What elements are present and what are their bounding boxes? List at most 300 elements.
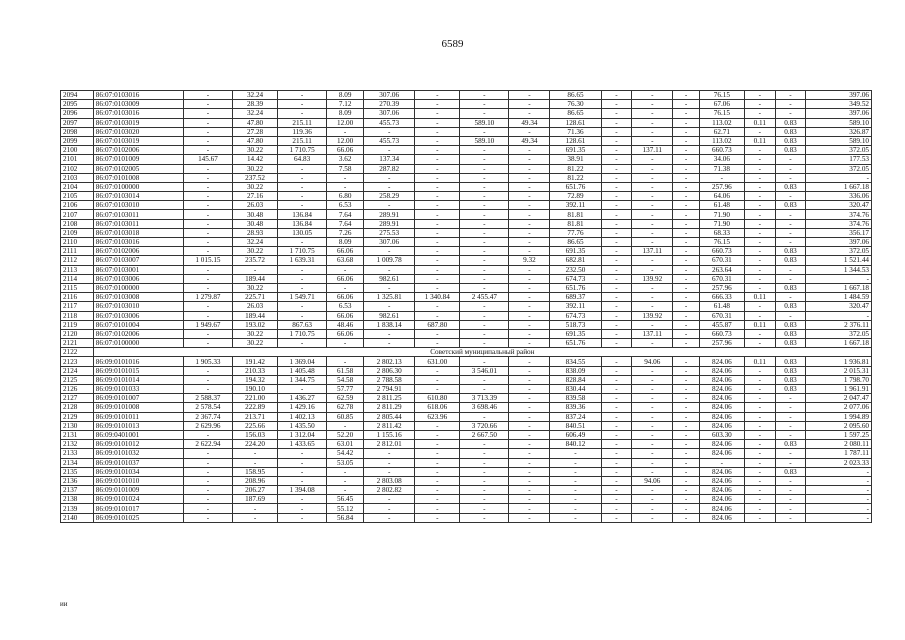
value-cell: - bbox=[278, 385, 327, 394]
value-cell: - bbox=[632, 100, 673, 109]
value-cell: - bbox=[509, 467, 550, 476]
value-cell: - bbox=[183, 283, 232, 292]
row-number-cell: 2107 bbox=[61, 210, 94, 219]
value-cell: - bbox=[744, 504, 775, 513]
value-cell: - bbox=[601, 357, 632, 366]
value-cell: - bbox=[460, 311, 509, 320]
value-cell: 455.73 bbox=[364, 118, 415, 127]
value-cell: 113.02 bbox=[699, 136, 744, 145]
value-cell: 30.22 bbox=[233, 164, 278, 173]
value-cell: - bbox=[632, 219, 673, 228]
value-cell: - bbox=[673, 357, 700, 366]
value-cell: - bbox=[509, 476, 550, 485]
value-cell: 2 578.54 bbox=[183, 403, 232, 412]
value-cell: - bbox=[632, 302, 673, 311]
value-cell: 9.32 bbox=[509, 256, 550, 265]
row-number-cell: 2095 bbox=[61, 100, 94, 109]
value-cell: 660.73 bbox=[699, 329, 744, 338]
table-row bbox=[61, 238, 872, 247]
value-cell: 145.67 bbox=[183, 155, 232, 164]
value-cell: 1 009.78 bbox=[364, 256, 415, 265]
value-cell: - bbox=[327, 421, 364, 430]
value-cell: - bbox=[673, 155, 700, 164]
value-cell: - bbox=[509, 127, 550, 136]
cadastral-code-cell: 86:07:0103010 bbox=[93, 201, 183, 210]
value-cell: - bbox=[183, 127, 232, 136]
value-cell: 1 838.14 bbox=[364, 320, 415, 329]
table-row bbox=[61, 440, 872, 449]
value-cell: - bbox=[364, 449, 415, 458]
value-cell: - bbox=[183, 192, 232, 201]
value-cell: - bbox=[673, 366, 700, 375]
value-cell: - bbox=[775, 449, 806, 458]
value-cell: - bbox=[278, 449, 327, 458]
row-number-cell: 2110 bbox=[61, 238, 94, 247]
value-cell: - bbox=[278, 476, 327, 485]
value-cell: - bbox=[744, 440, 775, 449]
value-cell: - bbox=[460, 146, 509, 155]
table-row bbox=[61, 467, 872, 476]
value-cell: 28.39 bbox=[233, 100, 278, 109]
table-row bbox=[61, 403, 872, 412]
value-cell: 156.03 bbox=[233, 430, 278, 439]
value-cell: - bbox=[415, 385, 460, 394]
value-cell: 52.20 bbox=[327, 430, 364, 439]
value-cell: 2 788.58 bbox=[364, 375, 415, 384]
value-cell: - bbox=[632, 293, 673, 302]
value-cell: - bbox=[632, 127, 673, 136]
value-cell: 0.83 bbox=[775, 366, 806, 375]
table-row bbox=[61, 182, 872, 191]
value-cell: 2 811.25 bbox=[364, 394, 415, 403]
value-cell: 1 436.27 bbox=[278, 394, 327, 403]
value-cell: - bbox=[775, 403, 806, 412]
value-cell: 689.37 bbox=[550, 293, 601, 302]
value-cell: 660.73 bbox=[699, 146, 744, 155]
value-cell: 206.27 bbox=[233, 486, 278, 495]
value-cell: 1 936.81 bbox=[806, 357, 872, 366]
value-cell: - bbox=[632, 385, 673, 394]
value-cell: 8.09 bbox=[327, 91, 364, 100]
value-cell: - bbox=[775, 421, 806, 430]
value-cell: 30.22 bbox=[233, 339, 278, 348]
value-cell: - bbox=[632, 118, 673, 127]
value-cell: - bbox=[460, 467, 509, 476]
value-cell: - bbox=[601, 458, 632, 467]
value-cell: - bbox=[183, 366, 232, 375]
value-cell: - bbox=[601, 136, 632, 145]
value-cell: 221.00 bbox=[233, 394, 278, 403]
value-cell: 61.58 bbox=[327, 366, 364, 375]
value-cell: 34.06 bbox=[699, 155, 744, 164]
value-cell: - bbox=[460, 274, 509, 283]
row-number-cell: 2101 bbox=[61, 155, 94, 164]
value-cell: 3 698.46 bbox=[460, 403, 509, 412]
value-cell: - bbox=[415, 238, 460, 247]
value-cell: - bbox=[550, 513, 601, 522]
table-row bbox=[61, 348, 872, 357]
row-number-cell: 2132 bbox=[61, 440, 94, 449]
value-cell: 0.11 bbox=[744, 357, 775, 366]
value-cell: - bbox=[775, 513, 806, 522]
value-cell: 2 015.31 bbox=[806, 366, 872, 375]
row-number-cell: 2134 bbox=[61, 458, 94, 467]
row-number-cell: 2103 bbox=[61, 173, 94, 182]
value-cell: 94.06 bbox=[632, 357, 673, 366]
value-cell: - bbox=[601, 164, 632, 173]
value-cell: - bbox=[673, 91, 700, 100]
value-cell: - bbox=[278, 109, 327, 118]
cadastral-code-cell: 86:07:0102005 bbox=[93, 164, 183, 173]
value-cell: - bbox=[509, 339, 550, 348]
cadastral-code-cell: 86:07:0102006 bbox=[93, 146, 183, 155]
value-cell: - bbox=[673, 201, 700, 210]
table-row bbox=[61, 127, 872, 136]
value-cell: 177.53 bbox=[806, 155, 872, 164]
value-cell: 7.26 bbox=[327, 228, 364, 237]
value-cell: - bbox=[601, 219, 632, 228]
value-cell: 830.44 bbox=[550, 385, 601, 394]
value-cell: - bbox=[775, 430, 806, 439]
value-cell: 237.52 bbox=[233, 173, 278, 182]
value-cell: - bbox=[509, 375, 550, 384]
value-cell: - bbox=[460, 164, 509, 173]
table-row bbox=[61, 430, 872, 439]
value-cell: - bbox=[460, 247, 509, 256]
value-cell: - bbox=[775, 394, 806, 403]
value-cell: - bbox=[364, 513, 415, 522]
value-cell: - bbox=[744, 467, 775, 476]
table-row bbox=[61, 155, 872, 164]
value-cell: - bbox=[415, 311, 460, 320]
value-cell: 356.17 bbox=[806, 228, 872, 237]
value-cell: - bbox=[744, 430, 775, 439]
value-cell: 1 667.18 bbox=[806, 283, 872, 292]
value-cell: - bbox=[673, 449, 700, 458]
value-cell: 76.30 bbox=[550, 100, 601, 109]
value-cell: 1 435.50 bbox=[278, 421, 327, 430]
tariff-table-wrapper bbox=[60, 90, 872, 523]
value-cell: - bbox=[364, 127, 415, 136]
value-cell: - bbox=[673, 504, 700, 513]
value-cell: 49.34 bbox=[509, 118, 550, 127]
value-cell: 62.78 bbox=[327, 403, 364, 412]
value-cell: - bbox=[601, 467, 632, 476]
value-cell: 3.62 bbox=[327, 155, 364, 164]
value-cell: - bbox=[806, 467, 872, 476]
value-cell: - bbox=[632, 467, 673, 476]
value-cell: - bbox=[278, 339, 327, 348]
value-cell: - bbox=[775, 164, 806, 173]
value-cell: 307.06 bbox=[364, 109, 415, 118]
value-cell: - bbox=[509, 513, 550, 522]
value-cell: 0.83 bbox=[775, 118, 806, 127]
value-cell: 49.34 bbox=[509, 136, 550, 145]
value-cell: - bbox=[415, 219, 460, 228]
value-cell: 47.80 bbox=[233, 118, 278, 127]
value-cell: - bbox=[183, 228, 232, 237]
table-row bbox=[61, 421, 872, 430]
value-cell: - bbox=[601, 449, 632, 458]
value-cell: - bbox=[632, 458, 673, 467]
row-number-cell: 2136 bbox=[61, 476, 94, 485]
value-cell: - bbox=[673, 440, 700, 449]
table-row bbox=[61, 146, 872, 155]
value-cell: - bbox=[550, 504, 601, 513]
value-cell: - bbox=[415, 228, 460, 237]
value-cell: - bbox=[183, 173, 232, 182]
table-row bbox=[61, 486, 872, 495]
row-number-cell: 2139 bbox=[61, 504, 94, 513]
value-cell: 1 344.75 bbox=[278, 375, 327, 384]
value-cell: 257.96 bbox=[699, 339, 744, 348]
value-cell: 137.11 bbox=[632, 329, 673, 338]
value-cell: 1 369.04 bbox=[278, 357, 327, 366]
value-cell: 840.51 bbox=[550, 421, 601, 430]
value-cell: - bbox=[673, 247, 700, 256]
value-cell: 623.96 bbox=[415, 412, 460, 421]
value-cell: 0.11 bbox=[744, 293, 775, 302]
value-cell: 215.11 bbox=[278, 118, 327, 127]
value-cell: 2 376.11 bbox=[806, 320, 872, 329]
value-cell: 824.06 bbox=[699, 449, 744, 458]
value-cell: - bbox=[364, 458, 415, 467]
value-cell: - bbox=[509, 394, 550, 403]
value-cell: 194.32 bbox=[233, 375, 278, 384]
value-cell: - bbox=[550, 458, 601, 467]
value-cell: - bbox=[364, 467, 415, 476]
table-row bbox=[61, 164, 872, 173]
value-cell: 1 394.08 bbox=[278, 486, 327, 495]
value-cell: - bbox=[550, 486, 601, 495]
value-cell: - bbox=[673, 210, 700, 219]
value-cell: - bbox=[699, 458, 744, 467]
cadastral-code-cell: 86:09:0101025 bbox=[93, 513, 183, 522]
table-body bbox=[61, 91, 872, 523]
value-cell: 71.36 bbox=[550, 127, 601, 136]
row-number-cell: 2102 bbox=[61, 164, 94, 173]
value-cell: - bbox=[183, 201, 232, 210]
value-cell: 1 667.18 bbox=[806, 182, 872, 191]
table-row bbox=[61, 283, 872, 292]
value-cell: 824.06 bbox=[699, 440, 744, 449]
value-cell: - bbox=[278, 91, 327, 100]
value-cell: - bbox=[632, 366, 673, 375]
value-cell: 30.22 bbox=[233, 329, 278, 338]
value-cell: - bbox=[775, 293, 806, 302]
value-cell: 326.87 bbox=[806, 127, 872, 136]
value-cell: - bbox=[601, 440, 632, 449]
cadastral-code-cell: 86:09:0101017 bbox=[93, 504, 183, 513]
value-cell: 824.06 bbox=[699, 495, 744, 504]
value-cell: - bbox=[278, 201, 327, 210]
value-cell: - bbox=[415, 146, 460, 155]
value-cell: 1 405.48 bbox=[278, 366, 327, 375]
value-cell: 606.49 bbox=[550, 430, 601, 439]
value-cell: 137.11 bbox=[632, 247, 673, 256]
value-cell: 824.06 bbox=[699, 504, 744, 513]
value-cell: - bbox=[744, 366, 775, 375]
cadastral-code-cell: 86:07:0103006 bbox=[93, 274, 183, 283]
value-cell: 28.93 bbox=[233, 228, 278, 237]
value-cell: - bbox=[673, 182, 700, 191]
value-cell: 1 402.13 bbox=[278, 412, 327, 421]
value-cell: 6.53 bbox=[327, 201, 364, 210]
value-cell: - bbox=[415, 486, 460, 495]
row-number-cell: 2106 bbox=[61, 201, 94, 210]
value-cell: - bbox=[415, 440, 460, 449]
value-cell: - bbox=[601, 476, 632, 485]
value-cell: 2 806.30 bbox=[364, 366, 415, 375]
value-cell: - bbox=[673, 430, 700, 439]
value-cell: 64.83 bbox=[278, 155, 327, 164]
value-cell: 691.35 bbox=[550, 146, 601, 155]
value-cell: - bbox=[673, 238, 700, 247]
value-cell: 372.05 bbox=[806, 164, 872, 173]
table-row bbox=[61, 504, 872, 513]
table-row bbox=[61, 219, 872, 228]
value-cell: - bbox=[509, 283, 550, 292]
cadastral-code-cell: 86:07:0103016 bbox=[93, 91, 183, 100]
value-cell: - bbox=[673, 256, 700, 265]
row-number-cell: 2127 bbox=[61, 394, 94, 403]
value-cell: 136.84 bbox=[278, 210, 327, 219]
page-number: 6589 bbox=[441, 38, 464, 50]
value-cell: - bbox=[632, 228, 673, 237]
cadastral-code-cell: 86:07:0103007 bbox=[93, 256, 183, 265]
value-cell: 320.47 bbox=[806, 201, 872, 210]
value-cell: 225.66 bbox=[233, 421, 278, 430]
value-cell: 824.06 bbox=[699, 357, 744, 366]
value-cell: 660.73 bbox=[699, 247, 744, 256]
value-cell: - bbox=[327, 182, 364, 191]
value-cell: 1 344.53 bbox=[806, 265, 872, 274]
value-cell: - bbox=[327, 283, 364, 292]
value-cell: - bbox=[673, 385, 700, 394]
value-cell: - bbox=[775, 192, 806, 201]
value-cell: - bbox=[775, 100, 806, 109]
cadastral-code-cell: 86:07:0103008 bbox=[93, 293, 183, 302]
value-cell: 674.73 bbox=[550, 311, 601, 320]
table-row bbox=[61, 458, 872, 467]
value-cell: - bbox=[632, 164, 673, 173]
value-cell: - bbox=[509, 504, 550, 513]
value-cell: - bbox=[460, 449, 509, 458]
value-cell: 1 710.75 bbox=[278, 247, 327, 256]
value-cell: - bbox=[775, 219, 806, 228]
value-cell: - bbox=[183, 100, 232, 109]
row-number-cell: 2120 bbox=[61, 329, 94, 338]
value-cell: 190.10 bbox=[233, 385, 278, 394]
value-cell: - bbox=[509, 100, 550, 109]
value-cell: 71.38 bbox=[699, 164, 744, 173]
value-cell: - bbox=[632, 495, 673, 504]
value-cell: 94.06 bbox=[632, 476, 673, 485]
value-cell: - bbox=[632, 109, 673, 118]
value-cell: - bbox=[744, 375, 775, 384]
value-cell: - bbox=[460, 219, 509, 228]
value-cell: 1 015.15 bbox=[183, 256, 232, 265]
value-cell: 838.09 bbox=[550, 366, 601, 375]
value-cell: - bbox=[632, 486, 673, 495]
value-cell: 26.03 bbox=[233, 201, 278, 210]
value-cell: - bbox=[364, 302, 415, 311]
value-cell: - bbox=[278, 513, 327, 522]
value-cell: 455.87 bbox=[699, 320, 744, 329]
value-cell: - bbox=[415, 247, 460, 256]
value-cell: - bbox=[183, 311, 232, 320]
value-cell: - bbox=[806, 274, 872, 283]
table-row bbox=[61, 91, 872, 100]
value-cell: 215.11 bbox=[278, 136, 327, 145]
value-cell: 61.48 bbox=[699, 302, 744, 311]
table-row bbox=[61, 228, 872, 237]
value-cell: 397.06 bbox=[806, 238, 872, 247]
value-cell: - bbox=[601, 513, 632, 522]
value-cell: - bbox=[806, 173, 872, 182]
value-cell: - bbox=[673, 136, 700, 145]
value-cell: - bbox=[632, 504, 673, 513]
value-cell: 392.11 bbox=[550, 302, 601, 311]
value-cell: - bbox=[278, 467, 327, 476]
value-cell: 828.84 bbox=[550, 375, 601, 384]
value-cell: 62.71 bbox=[699, 127, 744, 136]
value-cell: - bbox=[460, 210, 509, 219]
value-cell: 824.06 bbox=[699, 467, 744, 476]
value-cell: 222.89 bbox=[233, 403, 278, 412]
cadastral-code-cell: 86:09:0101016 bbox=[93, 357, 183, 366]
value-cell: - bbox=[415, 91, 460, 100]
value-cell: 1 994.89 bbox=[806, 412, 872, 421]
value-cell: - bbox=[233, 265, 278, 274]
value-cell: - bbox=[601, 247, 632, 256]
value-cell: - bbox=[460, 495, 509, 504]
value-cell: - bbox=[673, 513, 700, 522]
value-cell: 1 798.70 bbox=[806, 375, 872, 384]
value-cell: - bbox=[744, 283, 775, 292]
value-cell: - bbox=[601, 118, 632, 127]
value-cell: - bbox=[673, 329, 700, 338]
row-number-cell: 2098 bbox=[61, 127, 94, 136]
value-cell: 60.85 bbox=[327, 412, 364, 421]
cadastral-code-cell: 86:07:0103018 bbox=[93, 228, 183, 237]
value-cell: 2 080.11 bbox=[806, 440, 872, 449]
value-cell: - bbox=[509, 421, 550, 430]
row-number-cell: 2109 bbox=[61, 228, 94, 237]
value-cell: 2 811.29 bbox=[364, 403, 415, 412]
value-cell: - bbox=[364, 283, 415, 292]
value-cell: 824.06 bbox=[699, 366, 744, 375]
value-cell: - bbox=[460, 256, 509, 265]
value-cell: - bbox=[673, 265, 700, 274]
value-cell: 0.83 bbox=[775, 440, 806, 449]
footer-mark: ии bbox=[60, 600, 68, 608]
value-cell: - bbox=[415, 100, 460, 109]
value-cell: - bbox=[183, 458, 232, 467]
value-cell: 0.83 bbox=[775, 329, 806, 338]
value-cell: 455.73 bbox=[364, 136, 415, 145]
value-cell: - bbox=[744, 192, 775, 201]
value-cell: - bbox=[806, 513, 872, 522]
table-row bbox=[61, 118, 872, 127]
value-cell: 258.29 bbox=[364, 192, 415, 201]
value-cell: 113.02 bbox=[699, 118, 744, 127]
cadastral-code-cell: 86:09:0101012 bbox=[93, 440, 183, 449]
value-cell: 2 812.01 bbox=[364, 440, 415, 449]
value-cell: 30.22 bbox=[233, 146, 278, 155]
value-cell: 191.42 bbox=[233, 357, 278, 366]
table-row bbox=[61, 449, 872, 458]
